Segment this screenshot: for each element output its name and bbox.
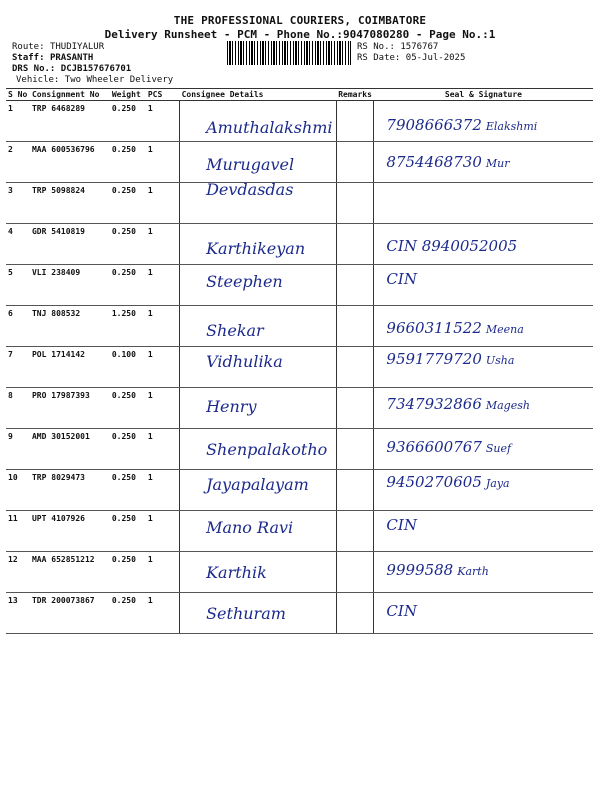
seal-note: Elakshmi <box>485 120 538 133</box>
table-row <box>6 142 593 183</box>
row-pcs: 1 <box>146 593 180 634</box>
row-weight: 0.250 <box>110 183 146 224</box>
table-row <box>6 347 593 388</box>
row-sno: 11 <box>6 511 30 552</box>
row-weight: 0.250 <box>110 388 146 429</box>
row-consignee-cell <box>180 511 337 552</box>
seal-number: 9660311522 <box>386 319 482 337</box>
row-weight: 0.250 <box>110 470 146 511</box>
row-consignment: GDR 5410819 <box>30 224 110 265</box>
row-pcs: 1 <box>146 306 180 347</box>
rs-no-value: 1576767 <box>400 42 439 52</box>
row-weight: 0.250 <box>110 142 146 183</box>
col-consignment: Consignment No <box>30 89 110 101</box>
row-seal-cell <box>374 429 593 470</box>
document-subtitle: Delivery Runsheet - PCM - Phone No.:9047080280 - Page No.:1 <box>104 28 496 41</box>
row-consignee-cell <box>180 265 337 306</box>
table-row <box>6 306 593 347</box>
row-consignment: VLI 238409 <box>30 265 110 306</box>
row-consignee-cell <box>180 142 337 183</box>
table-row <box>6 511 593 552</box>
row-pcs: 1 <box>146 142 180 183</box>
row-consignment: TDR 200073867 <box>30 593 110 634</box>
route-label: Route: <box>12 42 45 52</box>
vehicle-value: Two Wheeler Delivery <box>64 75 174 85</box>
table-row <box>6 470 593 511</box>
table-row <box>6 265 593 306</box>
seal-number: CIN <box>386 602 417 620</box>
runsheet-table <box>6 88 593 634</box>
seal-number: CIN <box>386 270 417 288</box>
seal-signature <box>386 350 600 368</box>
consignee-handwriting: Sethuram <box>206 604 286 623</box>
row-consignee-cell <box>180 101 337 142</box>
row-seal-cell <box>374 347 593 388</box>
row-consignee-cell <box>180 388 337 429</box>
row-weight: 1.250 <box>110 306 146 347</box>
vehicle-label: Vehicle: <box>16 75 60 85</box>
seal-note: Jaya <box>485 477 510 490</box>
row-pcs: 1 <box>146 470 180 511</box>
seal-number: 7347932866 <box>386 395 482 413</box>
row-seal-cell <box>374 101 593 142</box>
row-sno: 10 <box>6 470 30 511</box>
row-sno: 7 <box>6 347 30 388</box>
seal-signature <box>386 237 600 255</box>
consignee-handwriting: Amuthalakshmi <box>206 118 333 137</box>
row-sno: 4 <box>6 224 30 265</box>
row-consignee-cell <box>180 347 337 388</box>
row-seal-cell <box>374 388 593 429</box>
rs-date-line <box>357 53 465 64</box>
seal-note: Magesh <box>485 399 530 412</box>
seal-number: 9450270605 <box>386 473 482 491</box>
seal-number: CIN <box>386 516 417 534</box>
drs-label: DRS No.: <box>12 64 56 74</box>
col-sno: S No <box>6 89 30 101</box>
consignee-handwriting: Shekar <box>206 321 264 340</box>
row-consignee-cell <box>180 224 337 265</box>
seal-number: 7908666372 <box>386 116 482 134</box>
consignee-handwriting: Devdasdas <box>206 180 294 199</box>
seal-number: CIN 8940052005 <box>386 237 518 255</box>
route-value: THUDIYALUR <box>49 42 105 52</box>
drs-value: DCJB157676701 <box>60 64 132 74</box>
table-row <box>6 593 593 634</box>
row-seal-cell <box>374 552 593 593</box>
row-weight: 0.250 <box>110 265 146 306</box>
row-consignment: UPT 4107926 <box>30 511 110 552</box>
row-weight: 0.250 <box>110 593 146 634</box>
seal-number: 8754468730 <box>386 153 482 171</box>
staff-line <box>12 53 93 64</box>
seal-signature <box>386 438 600 456</box>
seal-signature <box>386 561 600 579</box>
drs-line <box>12 64 131 75</box>
seal-signature <box>386 270 600 288</box>
seal-signature <box>386 116 600 134</box>
row-sno: 1 <box>6 101 30 142</box>
document-title: THE PROFESSIONAL COURIERS, COIMBATORE <box>173 14 427 27</box>
row-weight: 0.250 <box>110 224 146 265</box>
table-row <box>6 429 593 470</box>
rs-no-label: RS No.: <box>357 42 395 52</box>
row-consignment: PRO 17987393 <box>30 388 110 429</box>
col-weight: Weight <box>110 89 146 101</box>
row-consignment: MAA 600536796 <box>30 142 110 183</box>
row-sno: 3 <box>6 183 30 224</box>
row-consignee-cell <box>180 306 337 347</box>
row-weight: 0.250 <box>110 552 146 593</box>
seal-number: 9591779720 <box>386 350 482 368</box>
consignee-handwriting: Murugavel <box>206 155 295 174</box>
consignee-handwriting: Henry <box>206 397 257 416</box>
rs-no-line <box>357 42 438 53</box>
row-pcs: 1 <box>146 429 180 470</box>
row-consignment: AMD 30152001 <box>30 429 110 470</box>
col-consignee: Consignee Details <box>180 89 337 101</box>
row-pcs: 1 <box>146 265 180 306</box>
col-remarks: Remarks <box>338 90 372 99</box>
vehicle-line <box>16 75 173 86</box>
row-pcs: 1 <box>146 347 180 388</box>
col-seal: Seal & Signature <box>374 89 593 101</box>
consignee-handwriting: Shenpalakotho <box>206 440 328 459</box>
row-weight: 0.250 <box>110 101 146 142</box>
seal-number: 9366600767 <box>386 438 482 456</box>
row-seal-cell <box>374 593 593 634</box>
row-seal-cell <box>374 183 593 224</box>
table-row <box>6 552 593 593</box>
consignee-handwriting: Vidhulika <box>206 352 283 371</box>
consignee-handwriting: Mano Ravi <box>206 518 294 537</box>
table-row <box>6 101 593 142</box>
row-sno: 8 <box>6 388 30 429</box>
consignee-handwriting: Jayapalayam <box>206 475 309 494</box>
row-sno: 9 <box>6 429 30 470</box>
row-consignment: TRP 6468289 <box>30 101 110 142</box>
row-seal-cell <box>374 224 593 265</box>
row-consignee-cell <box>180 180 337 224</box>
row-consignment: POL 1714142 <box>30 347 110 388</box>
table-row <box>6 388 593 429</box>
row-consignee-cell <box>180 552 337 593</box>
seal-note: Meena <box>485 323 524 336</box>
row-seal-cell <box>374 265 593 306</box>
seal-signature <box>386 395 600 413</box>
row-sno: 5 <box>6 265 30 306</box>
row-consignee-cell <box>180 470 337 511</box>
barcode <box>227 41 351 65</box>
row-consignee-cell <box>180 593 337 634</box>
row-pcs: 1 <box>146 552 180 593</box>
table-row <box>6 224 593 265</box>
row-seal-cell <box>374 142 593 183</box>
row-pcs: 1 <box>146 224 180 265</box>
seal-signature <box>386 153 600 171</box>
row-consignment: TNJ 808532 <box>30 306 110 347</box>
seal-note: Suef <box>485 442 512 455</box>
row-consignment: MAA 652851212 <box>30 552 110 593</box>
staff-label: Staff: <box>12 53 45 63</box>
row-weight: 0.100 <box>110 347 146 388</box>
consignee-handwriting: Steephen <box>206 272 283 291</box>
consignee-handwriting: Karthikeyan <box>206 239 306 258</box>
row-pcs: 1 <box>146 388 180 429</box>
row-consignee-cell <box>180 429 337 470</box>
row-sno: 2 <box>6 142 30 183</box>
row-seal-cell <box>374 470 593 511</box>
seal-signature <box>386 602 600 620</box>
table-row <box>6 183 593 224</box>
row-sno: 13 <box>6 593 30 634</box>
seal-number: 9999588 <box>386 561 454 579</box>
row-pcs: 1 <box>146 511 180 552</box>
seal-signature <box>386 319 600 337</box>
seal-note: Mur <box>485 157 510 170</box>
row-seal-cell <box>374 306 593 347</box>
seal-signature <box>386 516 600 534</box>
staff-value: PRASANTH <box>49 53 94 63</box>
rs-date-label: RS Date: <box>357 53 401 63</box>
row-consignment: TRP 8029473 <box>30 470 110 511</box>
row-weight: 0.250 <box>110 429 146 470</box>
row-consignment: TRP 5098824 <box>30 183 110 224</box>
seal-note: Karth <box>457 565 489 578</box>
consignee-handwriting: Karthik <box>206 563 267 582</box>
row-pcs: 1 <box>146 101 180 142</box>
row-sno: 6 <box>6 306 30 347</box>
rs-date-value: 05-Jul-2025 <box>405 53 466 63</box>
row-pcs: 1 <box>146 183 180 224</box>
row-sno: 12 <box>6 552 30 593</box>
route-line <box>12 42 104 53</box>
seal-signature <box>386 178 600 196</box>
row-seal-cell <box>374 511 593 552</box>
col-pcs: PCS <box>146 89 180 101</box>
table-header-row <box>6 89 593 101</box>
seal-signature <box>386 473 600 491</box>
row-weight: 0.250 <box>110 511 146 552</box>
seal-note: Usha <box>485 354 515 367</box>
